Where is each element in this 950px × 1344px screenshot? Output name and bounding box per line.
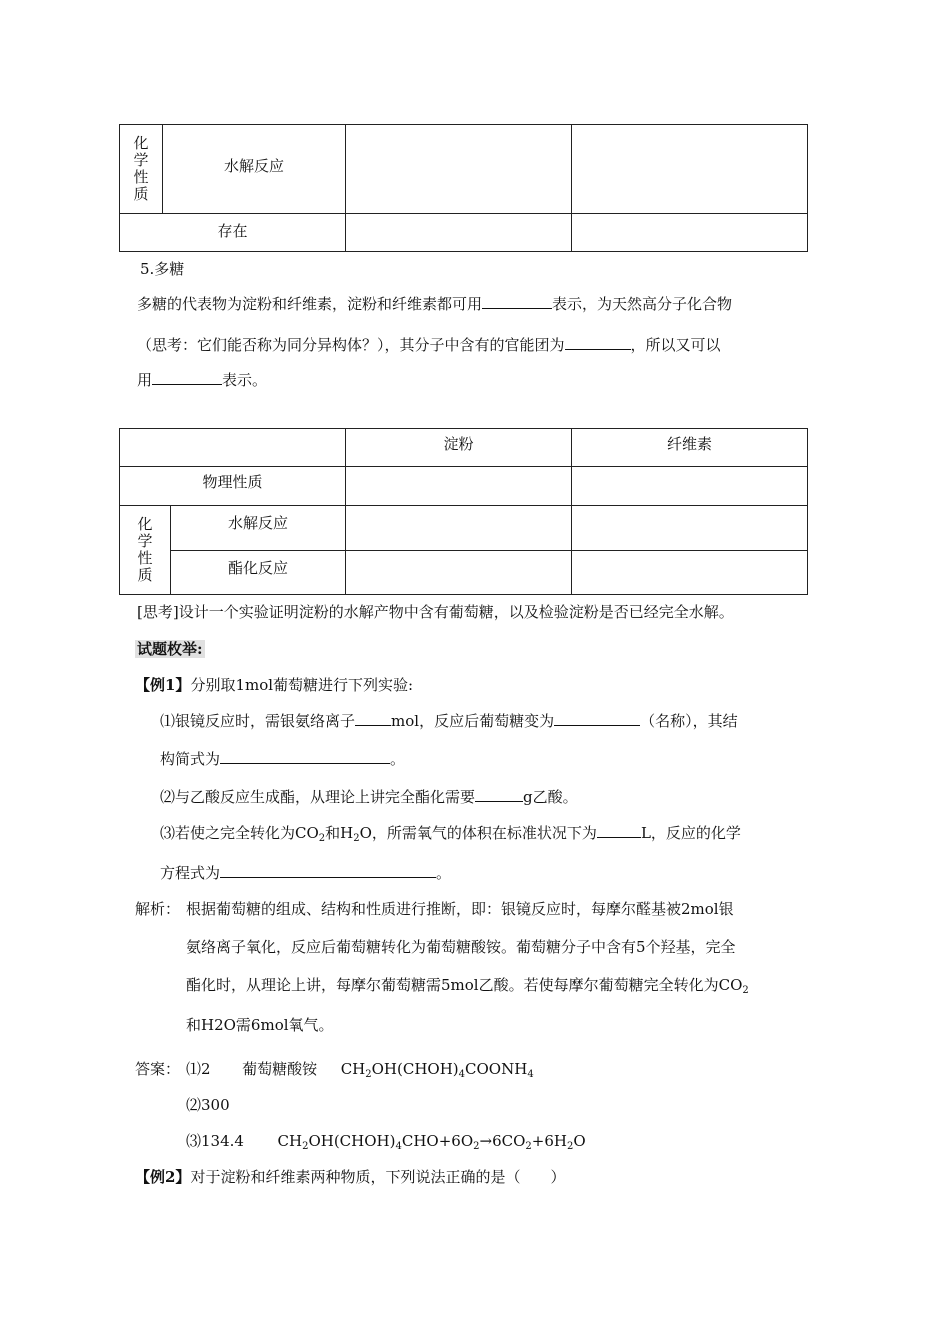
cell-blank <box>572 506 808 551</box>
analysis-line: 酯化时，从理论上讲，每摩尔葡萄糖需5mol乙酸。若使每摩尔葡萄糖完全转化为$CO_2$ <box>186 976 749 996</box>
cell-blank <box>572 467 808 506</box>
analysis-label: 解析： <box>135 900 181 918</box>
example-1-q3: ⑶若使之完全转化为$CO_2$和$H_2O$，所需氧气的体积在标准状况下为 L，反应的化学 <box>160 824 741 844</box>
fill-blank[interactable] <box>220 749 390 764</box>
answer-1: ⑴2 葡萄糖酸铵 $CH_2OH(CHOH)_4COONH_4$ <box>186 1060 534 1080</box>
cell-blank <box>346 125 572 214</box>
physical-prop-label: 物理性质 <box>120 467 346 506</box>
cell-blank <box>572 214 808 252</box>
chem-prop-label: 化 学 性 质 <box>120 125 163 214</box>
fill-blank[interactable] <box>482 294 552 309</box>
fill-blank[interactable] <box>554 711 640 726</box>
cell-blank <box>572 125 808 214</box>
example-1-q2: ⑵与乙酸反应生成酯，从理论上讲完全酯化需要 g乙酸。 <box>160 788 578 806</box>
fill-blank[interactable] <box>220 863 436 878</box>
fill-blank[interactable] <box>565 335 631 350</box>
cell-blank <box>346 467 572 506</box>
fill-blank[interactable] <box>355 711 391 726</box>
cell-blank <box>346 506 572 551</box>
answer-3: ⑶134.4 $CH_2OH(CHOH)_4CHO+6O_2\to 6CO_2+6H_2O$ <box>186 1132 586 1152</box>
hydrolysis-label: 水解反应 <box>163 125 346 214</box>
esterification-label: 酯化反应 <box>171 551 346 595</box>
polysaccharide-table <box>119 428 808 595</box>
analysis-line: 根据葡萄糖的组成、结构和性质进行推断，即：银镜反应时，每摩尔醛基被2mol银 <box>186 900 734 918</box>
example-1-intro: 【例1】分别取1mol葡萄糖进行下列实验: <box>135 676 414 694</box>
cell-blank <box>346 551 572 595</box>
example-1-q3-cont: 方程式为 。 <box>160 864 452 882</box>
examples-title: 试题枚举: <box>137 640 203 658</box>
cell-blank <box>346 214 572 252</box>
answer-label: 答案： <box>135 1060 181 1078</box>
think-prompt: [思考]设计一个实验证明淀粉的水解产物中含有葡萄糖，以及检验淀粉是否已经完全水解。 <box>137 603 734 621</box>
fill-blank[interactable] <box>597 823 641 838</box>
paragraph-line: 用 表示。 <box>137 371 268 389</box>
analysis-line: 和H2O需6mol氧气。 <box>186 1016 334 1034</box>
example-1-q1: ⑴银镜反应时，需银氨络离子 mol，反应后葡萄糖变为 （名称），其结 <box>160 712 738 730</box>
section-heading: 5.多糖 <box>140 260 185 278</box>
chem-prop-label: 化 学 性 质 <box>120 506 171 595</box>
paragraph-line: （思考：它们能否称为同分异构体？），其分子中含有的官能团为 ，所以又可以 <box>137 336 721 354</box>
analysis-line: 氨络离子氧化，反应后葡萄糖转化为葡萄糖酸铵。葡萄糖分子中含有5个羟基，完全 <box>186 938 736 956</box>
example-1-q1-cont: 构简式为 。 <box>160 750 406 768</box>
col-header-starch: 淀粉 <box>346 429 572 467</box>
paragraph-line: 多糖的代表物为淀粉和纤维素，淀粉和纤维素都可用 表示，为天然高分子化合物 <box>137 295 733 313</box>
fill-blank[interactable] <box>475 787 523 802</box>
cell-blank <box>120 429 346 467</box>
properties-table-continued <box>119 124 808 252</box>
col-header-cellulose: 纤维素 <box>572 429 808 467</box>
example-2: 【例2】对于淀粉和纤维素两种物质，下列说法正确的是（ ） <box>135 1168 566 1186</box>
fill-blank[interactable] <box>152 370 222 385</box>
answer-2: ⑵300 <box>186 1096 230 1114</box>
cell-blank <box>572 551 808 595</box>
existence-label: 存在 <box>120 214 346 252</box>
hydrolysis-label: 水解反应 <box>171 506 346 551</box>
